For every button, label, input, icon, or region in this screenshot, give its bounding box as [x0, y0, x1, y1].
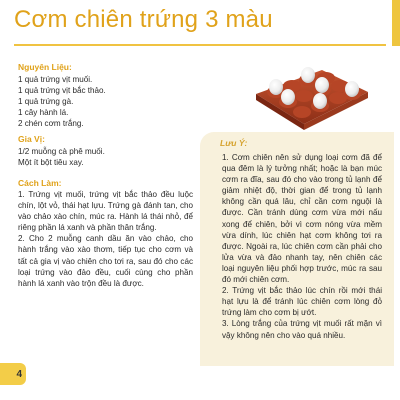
recipe-title: Cơm chiên trứng 3 màu: [14, 6, 273, 33]
notes-box: [200, 132, 394, 366]
seasoning-list: [18, 146, 105, 168]
ingredient-item: 1 cây hành lá.: [18, 108, 69, 118]
seasoning-item: 1/2 muỗng cà phê muối.: [18, 147, 105, 156]
ingredient-item: 1 quả trứng gà.: [18, 97, 74, 107]
title-side-bar: [392, 0, 400, 46]
seasoning-heading: Gia Vị:: [18, 134, 45, 144]
ingredients-list: [18, 74, 106, 129]
note-item: 3. Lòng trắng của trứng vịt muối rất mặn vì vậy không nên cho vào quá nhiều.: [222, 319, 382, 340]
note-item: 2. Trứng vịt bắc thảo lúc chín rồi mới thái hạt lựu là để tránh lúc chiên cơm lòng đỏ trứng làm cho cơm bị ướt.: [222, 286, 382, 318]
method-step: 1. Trứng vịt muối, trứng vịt bắc thảo đều luộc chín, lột vỏ, thái hạt lựu. Trứng gà đánh tan, cho vào chảo xào chín, múc ra. Hành lá thái nhỏ, để riêng phần lá xanh và phần thân trắng.: [18, 190, 193, 233]
notes-heading: Lưu Ý:: [220, 138, 248, 148]
ingredient-item: 1 quả trứng vịt muối.: [18, 75, 93, 84]
ingredients-heading: Nguyên Liệu:: [18, 62, 72, 72]
method-step: 2. Cho 2 muỗng canh dầu ăn vào chảo, cho hành trắng vào xào thơm, tiếp tục cho cơm và tất cả gia vị vào chiên cho tơi ra, sau đó cho các loại trứng vào đảo đều, cuối cùng cho phần hành lá xanh vào trộn đều là được.: [18, 234, 193, 288]
egg-carton-photo: [252, 64, 372, 130]
ingredient-item: 2 chén cơm trắng.: [18, 119, 84, 129]
page-number: 4: [0, 363, 26, 385]
notes-list: [222, 152, 382, 341]
title-underline: [14, 44, 386, 46]
method-steps: [18, 189, 193, 289]
seasoning-item: Một ít bột tiêu xay.: [18, 158, 84, 168]
method-heading: Cách Làm:: [18, 178, 62, 188]
ingredient-item: 1 quả trứng vịt bắc thảo.: [18, 86, 106, 96]
note-item: 1. Cơm chiên nên sử dụng loại cơm đã để qua đêm là lý tưởng nhất; hoặc là bạn múc cơm ra đĩa, sau đó cho vào trong tủ lạnh để giảm nhiệt độ, thời gian để trong tủ lạnh không cần quá lâu, chỉ cần cơm nguội là được. Cần tránh dùng cơm vừa mới nấu xong để chiên, bởi vì cơm nóng vừa mềm vừa dính, lúc chiên hạt cơm không tơi ra được. Ngoài ra, lúc chiên cơm cần phải cho lửa vừa và đảo nhanh tay, nên chiên các loại nguyên liệu phối hợp trước, múc ra sau đó mới chiên cơm.: [222, 153, 382, 285]
